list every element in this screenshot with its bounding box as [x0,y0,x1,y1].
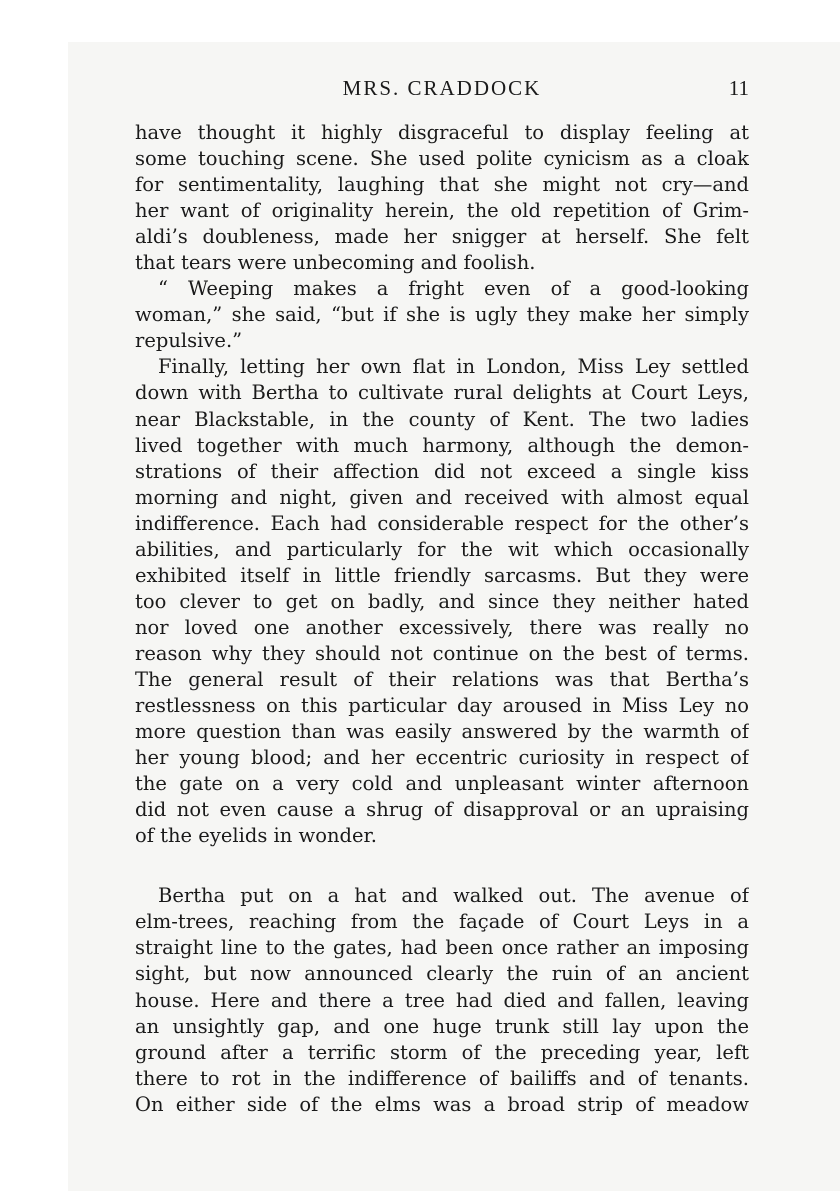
text-line: abilities, and particularly for the wit which occasionally [135,537,749,561]
text-line: an unsightly gap, and one huge trunk still lay upon the [135,1014,749,1038]
text-line: have thought it highly disgraceful to display feeling at [135,121,749,144]
text-line: indifference. Each had considerable respect for the other’s [135,511,749,535]
text-line: aldi’s doubleness, made her snigger at herself. She felt [135,225,749,249]
text-line: for sentimentality, laughing that she might not cry—and [135,173,749,197]
page-header [135,76,749,104]
text-line: sight, but now announced clearly the ruin of an ancient [135,962,749,986]
text-line: her want of originality herein, the old repetition of Grim- [135,199,749,223]
text-line: her young blood; and her eccentric curiosity in respect of [135,746,749,770]
paragraph [135,354,749,849]
text-line: nor loved one another excessively, there was really no [135,615,749,639]
paragraph [135,276,749,354]
text-line: strations of their affection did not exceed a single kiss [135,459,749,483]
paragraph [135,120,749,276]
text-line: more question than was easily answered by the warmth of [135,720,749,744]
text-line: elm-trees, reaching from the façade of Court Leys in a [135,910,749,934]
section-break [135,849,749,883]
text-line: Finally, letting her own flat in London, Miss Ley settled [158,355,749,379]
text-line: did not even cause a shrug of disapproval or an upraising [135,798,749,822]
text-line: lived together with much harmony, although the demon- [135,433,749,457]
text-line: woman,” she said, “but if she is ugly they make her simply [135,303,749,327]
running-head: MRS. CRADDOCK [342,76,542,100]
text-line: repulsive.” [135,329,243,353]
text-line: down with Bertha to cultivate rural delights at Court Leys, [135,381,749,405]
text-line: exhibited itself in little friendly sarcasms. But they were [135,563,749,587]
text-line: reason why they should not continue on the best of terms. [135,641,749,665]
text-line: Bertha put on a hat and walked out. The avenue of [158,884,749,908]
page-number: 11 [728,76,749,100]
text-line: house. Here and there a tree had died and fallen, leaving [135,988,749,1012]
text-line: of the eyelids in wonder. [135,824,377,848]
text-line: there to rot in the indifference of bailiffs and of tenants. [135,1066,749,1090]
text-line: near Blackstable, in the county of Kent. The two ladies [135,407,749,431]
body-text [135,120,749,1118]
text-line: the gate on a very cold and unpleasant winter afternoon [135,772,749,796]
text-line: straight line to the gates, had been once rather an imposing [135,936,749,960]
text-line: some touching scene. She used polite cynicism as a cloak [135,147,749,171]
text-line: “ Weeping makes a fright even of a good-looking [158,277,749,301]
text-line: ground after a terrific storm of the preceding year, left [135,1040,749,1064]
text-line: too clever to get on badly, and since they neither hated [135,589,749,613]
text-line: morning and night, given and received with almost equal [135,485,749,509]
text-line: that tears were unbecoming and foolish. [135,251,536,275]
text-line: restlessness on this particular day aroused in Miss Ley no [135,694,749,718]
text-line: On either side of the elms was a broad strip of meadow [135,1092,749,1116]
paragraph [135,883,749,1117]
text-line: The general result of their relations was that Bertha’s [135,667,749,691]
